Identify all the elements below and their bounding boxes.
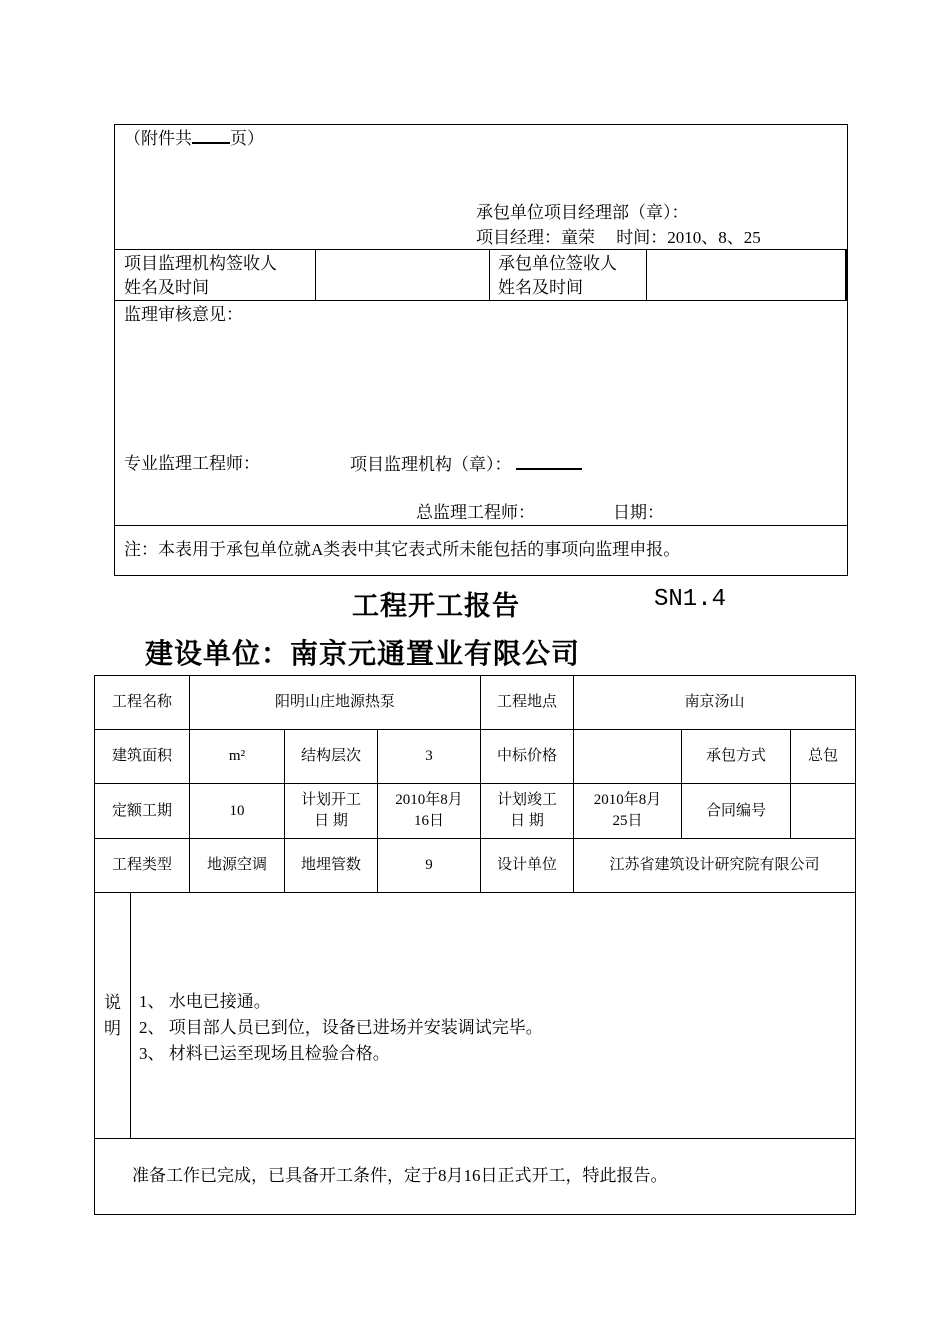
owner-line: 建设单位：南京元通置业有限公司 xyxy=(145,639,581,670)
divider xyxy=(130,892,131,1139)
bid-price-value xyxy=(574,730,681,783)
manager-line: 项目经理：童荣 时间：2010、8、25 xyxy=(476,228,761,247)
supervisor-receiver-label-1: 项目监理机构签收人 xyxy=(124,254,277,273)
attachment-suffix: 页） xyxy=(230,129,264,148)
explain-item: 1、 水电已接通。 xyxy=(139,992,271,1011)
designer-label: 设计单位 xyxy=(496,857,557,873)
supervision-org-stamp-label: 项目监理机构（章）： xyxy=(350,455,512,474)
explain-list xyxy=(139,989,543,1067)
project-type-label: 工程类型 xyxy=(111,857,172,873)
divider xyxy=(94,1214,856,1215)
location-value: 南京汤山 xyxy=(684,694,745,710)
divider xyxy=(94,1138,856,1139)
explain-label-2: 明 xyxy=(104,1018,121,1038)
divider xyxy=(94,892,856,893)
divider xyxy=(646,249,647,301)
stamp-blank xyxy=(516,452,582,470)
divider xyxy=(855,675,856,1215)
frame-right xyxy=(847,124,848,576)
explain-item: 2、 项目部人员已到位，设备已进场并安装调试完毕。 xyxy=(139,1018,543,1037)
date-label: 日期： xyxy=(613,503,664,522)
divider xyxy=(489,249,490,301)
frame-bottom xyxy=(114,575,848,576)
duration-label: 定额工期 xyxy=(111,802,172,819)
frame-left xyxy=(114,124,115,576)
project-name-value: 阳明山庄地源热泵 xyxy=(274,694,395,710)
divider xyxy=(114,525,848,526)
divider xyxy=(845,249,847,301)
planned-end-label-2: 日 期 xyxy=(510,813,544,829)
planned-end-label-1: 计划竣工 xyxy=(496,792,557,808)
review-opinion-label: 监理审核意见： xyxy=(124,305,243,324)
contract-mode-label: 承包方式 xyxy=(705,748,766,764)
frame-top xyxy=(114,124,848,125)
project-name-label: 工程名称 xyxy=(111,694,172,710)
planned-end-value xyxy=(574,784,681,838)
planned-end-value-1: 2010年8月 xyxy=(593,792,662,808)
contractor-dept-stamp: 承包单位项目经理部（章）： xyxy=(476,203,689,222)
contract-no-label: 合同编号 xyxy=(705,802,766,819)
area-value: m² xyxy=(228,748,246,764)
pipe-count-value: 9 xyxy=(425,857,433,873)
planned-start-label-2: 日 期 xyxy=(314,813,348,829)
planned-end-label xyxy=(481,784,573,838)
supervisor-receiver-label-2: 姓名及时间 xyxy=(124,278,209,297)
explain-label xyxy=(95,893,130,1138)
planned-start-label xyxy=(285,784,377,838)
planned-end-value-2: 25日 xyxy=(612,813,643,829)
pipe-count-label: 地埋管数 xyxy=(300,857,361,873)
bid-price-label: 中标价格 xyxy=(496,748,557,764)
explain-item: 3、 材料已运至现场且检验合格。 xyxy=(139,1044,390,1063)
attachment-prefix: （附件共 xyxy=(124,129,192,148)
form-note: 注：本表用于承包单位就A类表中其它表式所未能包括的事项向监理申报。 xyxy=(124,540,681,559)
planned-start-label-1: 计划开工 xyxy=(300,792,361,808)
floors-value: 3 xyxy=(425,748,433,764)
chief-engineer-label: 总监理工程师： xyxy=(416,503,535,522)
explain-label-1: 说 xyxy=(104,992,121,1012)
planned-start-value-1: 2010年8月 xyxy=(395,792,463,808)
contract-mode-value: 总包 xyxy=(807,748,838,764)
divider xyxy=(315,249,316,301)
contract-no-value xyxy=(791,784,855,838)
report-title: 工程开工报告 xyxy=(352,591,520,621)
report-code: SN1.4 xyxy=(654,586,727,613)
contractor-receiver-label-2: 姓名及时间 xyxy=(498,278,583,297)
attachment-count xyxy=(124,126,264,151)
planned-start-value-2: 16日 xyxy=(413,813,444,829)
planned-start-value xyxy=(378,784,480,838)
attachment-blank xyxy=(192,126,230,144)
floors-label: 结构层次 xyxy=(300,748,361,764)
divider xyxy=(114,300,848,301)
conclusion: 准备工作已完成，已具备开工条件，定于8月16日正式开工，特此报告。 xyxy=(132,1166,668,1185)
contractor-receiver-label-1: 承包单位签收人 xyxy=(498,254,617,273)
duration-value: 10 xyxy=(229,802,245,819)
project-type-value: 地源空调 xyxy=(206,857,267,873)
location-label: 工程地点 xyxy=(496,694,557,710)
designer-value: 江苏省建筑设计研究院有限公司 xyxy=(609,857,820,873)
area-label: 建筑面积 xyxy=(111,748,172,764)
supervision-org-stamp xyxy=(350,452,582,477)
professional-engineer-label: 专业监理工程师： xyxy=(124,454,260,473)
